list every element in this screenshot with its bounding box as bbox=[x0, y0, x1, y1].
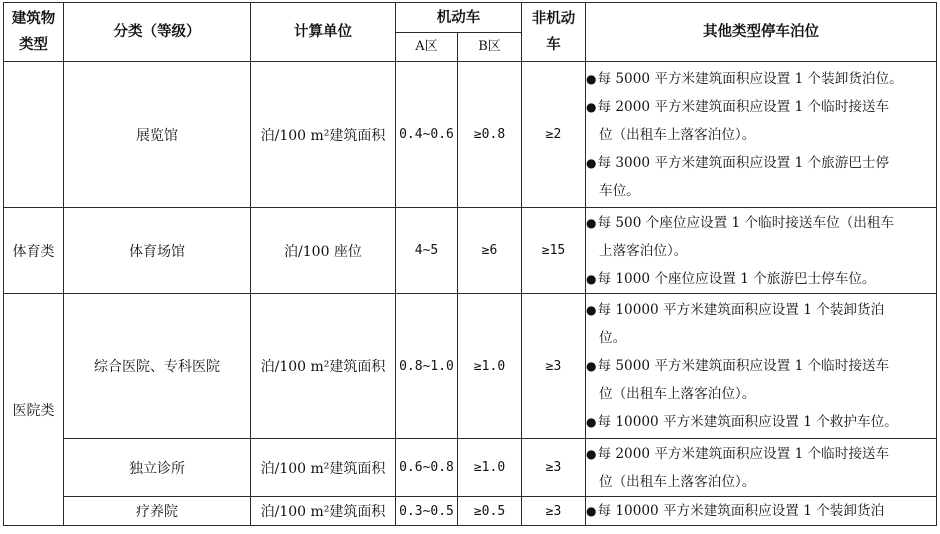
header-other-parking: 其他类型停车泊位 bbox=[586, 3, 937, 62]
continuation-line: 位（出租车上落客泊位）。 bbox=[599, 386, 756, 402]
non-motor-cell: ≥3 bbox=[522, 294, 586, 439]
building-type-cell bbox=[4, 62, 64, 208]
zone-a-cell: 4~5 bbox=[396, 208, 458, 294]
unit-cell: 泊/100 m²建筑面积 bbox=[251, 62, 396, 208]
unit-cell: 泊/100 m²建筑面积 bbox=[251, 497, 396, 526]
other-parking-cell bbox=[586, 208, 937, 294]
zone-a-cell: 0.8~1.0 bbox=[396, 294, 458, 439]
bullet-line: ● 每 2000 平方米建筑面积应设置 1 个临时接送车 bbox=[586, 440, 936, 468]
category-cell: 展览馆 bbox=[64, 62, 251, 208]
table-row bbox=[4, 439, 937, 497]
category-cell: 疗养院 bbox=[64, 497, 251, 526]
continuation-line: 位（出租车上落客泊位）。 bbox=[599, 126, 756, 143]
header-non-motor-line1: 非机动 bbox=[531, 11, 576, 27]
continuation-line: 上落客泊位）。 bbox=[599, 242, 688, 259]
unit-cell: 泊/100 m²建筑面积 bbox=[251, 439, 396, 497]
zone-b-cell: ≥1.0 bbox=[458, 294, 522, 439]
parking-standard-table bbox=[3, 2, 937, 526]
non-motor-cell: ≥3 bbox=[522, 497, 586, 526]
bullet-line: ● 每 5000 平方米建筑面积应设置 1 个临时接送车 bbox=[586, 352, 936, 380]
category-cell: 综合医院、专科医院 bbox=[64, 294, 251, 439]
header-non-motor-line2: 车 bbox=[546, 37, 561, 53]
other-parking-cell bbox=[586, 439, 937, 497]
bullet-line: ● 每 10000 平方米建筑面积应设置 1 个救护车位。 bbox=[586, 408, 936, 436]
bullet-line: ● 每 500 个座位应设置 1 个临时接送车位（出租车 bbox=[586, 209, 936, 237]
zone-a-cell: 0.6~0.8 bbox=[396, 439, 458, 497]
zone-a-cell: 0.3~0.5 bbox=[396, 497, 458, 526]
non-motor-cell: ≥15 bbox=[522, 208, 586, 294]
header-unit: 计算单位 bbox=[251, 3, 396, 62]
header-motor-vehicle: 机动车 bbox=[396, 3, 522, 33]
other-parking-cell bbox=[586, 62, 937, 208]
continuation-line: 位。 bbox=[599, 330, 627, 346]
bullet-line: ● 每 10000 平方米建筑面积应设置 1 个装卸货泊 bbox=[586, 497, 936, 525]
table-row bbox=[4, 208, 937, 294]
header-non-motor bbox=[522, 3, 586, 62]
unit-cell: 泊/100 m²建筑面积 bbox=[251, 294, 396, 439]
bullet-line: ● 每 1000 个座位应设置 1 个旅游巴士停车位。 bbox=[586, 265, 936, 293]
building-type-cell: 医院类 bbox=[4, 294, 64, 526]
building-type-cell: 体育类 bbox=[4, 208, 64, 294]
header-building-type bbox=[4, 3, 64, 62]
bullet-line: ● 每 10000 平方米建筑面积应设置 1 个装卸货泊 bbox=[586, 296, 936, 324]
header-category: 分类（等级） bbox=[64, 3, 251, 62]
header-zone-a: A区 bbox=[396, 33, 458, 62]
unit-cell: 泊/100 座位 bbox=[251, 208, 396, 294]
zone-b-cell: ≥0.8 bbox=[458, 62, 522, 208]
bullet-line: ● 每 3000 平方米建筑面积应设置 1 个旅游巴士停 bbox=[586, 149, 936, 177]
header-building-type-line1: 建筑物 bbox=[11, 11, 56, 27]
continuation-line: 车位。 bbox=[599, 182, 640, 199]
non-motor-cell: ≥2 bbox=[522, 62, 586, 208]
zone-b-cell: ≥6 bbox=[458, 208, 522, 294]
zone-b-cell: ≥0.5 bbox=[458, 497, 522, 526]
other-parking-cell bbox=[586, 497, 937, 526]
bullet-line: ● 每 5000 平方米建筑面积应设置 1 个装卸货泊位。 bbox=[586, 65, 936, 93]
continuation-line: 位（出租车上落客泊位）。 bbox=[599, 473, 756, 490]
category-cell: 体育场馆 bbox=[64, 208, 251, 294]
bullet-line: ● 每 2000 平方米建筑面积应设置 1 个临时接送车 bbox=[586, 93, 936, 121]
non-motor-cell: ≥3 bbox=[522, 439, 586, 497]
table-body bbox=[4, 62, 937, 526]
category-cell: 独立诊所 bbox=[64, 439, 251, 497]
zone-b-cell: ≥1.0 bbox=[458, 439, 522, 497]
header-building-type-line2: 类型 bbox=[19, 37, 48, 53]
table-row bbox=[4, 294, 937, 439]
other-parking-cell bbox=[586, 294, 937, 439]
table-row bbox=[4, 62, 937, 208]
header-zone-b: B区 bbox=[458, 33, 522, 62]
table-row bbox=[4, 497, 937, 526]
zone-a-cell: 0.4~0.6 bbox=[396, 62, 458, 208]
